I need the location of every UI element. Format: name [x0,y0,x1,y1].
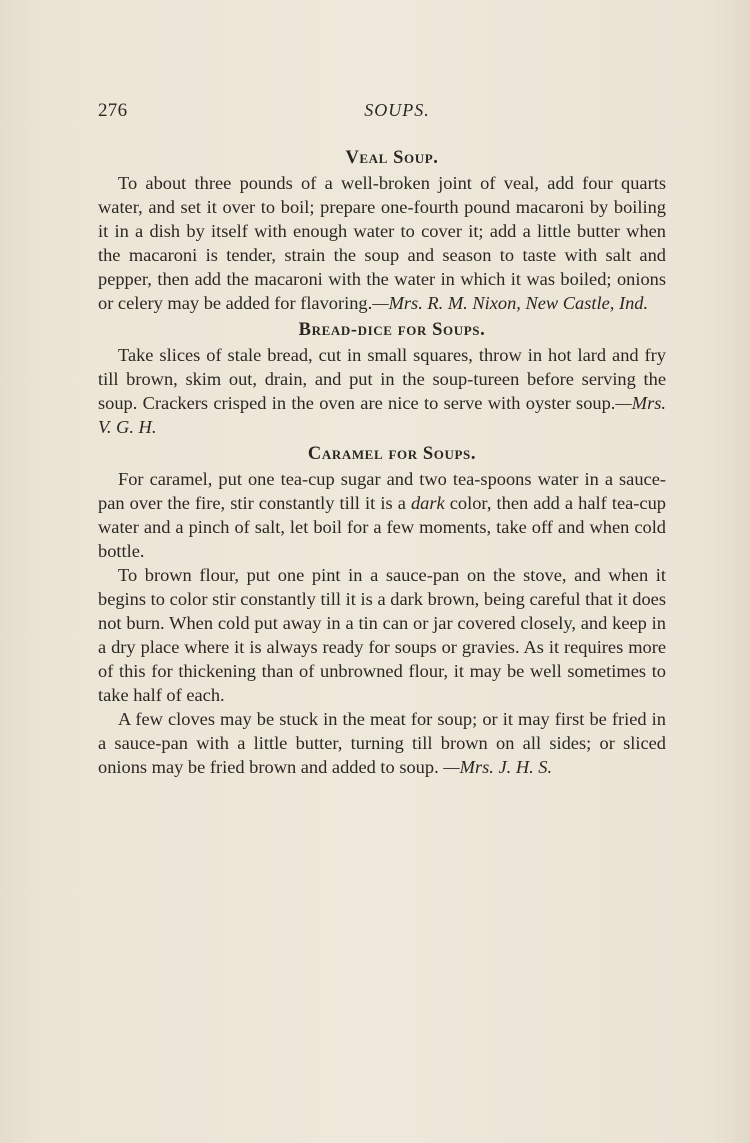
recipe-paragraph [98,171,666,315]
recipe-credit: —Mrs. R. M. Nixon, New Castle, Ind. [372,293,649,313]
recipe-credit: —Mrs. V. G. H. [98,393,666,437]
recipe-paragraph [98,467,666,563]
recipe-paragraph [98,707,666,779]
recipe-text: To brown flour, put one pint in a sauce-pan on the stove, and when it begins to color stir constantly till it is a dark brown, being careful that it does not burn. When cold put away in a tin can or jar covered closely, and keep in a dry place where it is always ready for soups or gravies. As it requires more of this for thickening than of unbrowned flour, it may be well sometimes to take half of each. [98,565,666,705]
page-body [98,145,666,779]
page-header [98,100,666,128]
recipe-text: color, then add a half tea-cup water and a pinch of salt, let boil for a few moments, take off and when cold bottle. [98,493,666,561]
recipe-text: A few cloves may be stuck in the meat for soup; or it may first be fried in a sauce-pan with a little butter, turning till brown on all sides; or sliced onions may be fried brown and added to soup. [98,709,666,777]
recipe-text: To about three pounds of a well-broken joint of veal, add four quarts water, and set it over to boil; prepare one-fourth pound macaroni by boiling it in a dish by itself with enough water to cover it; add a little butter when the macaroni is tender, strain the soup and season to taste with salt and pepper, then add the macaroni with the water in which it was boiled; onions or celery may be added for flavoring. [98,173,666,313]
section-heading-bread-dice: Bread-dice for Soups. [298,320,486,340]
recipe-credit: —Mrs. J. H. S. [443,757,553,777]
running-head: SOUPS. [364,100,430,120]
section-heading-veal-soup: Veal Soup. [345,148,439,168]
recipe-paragraph [98,343,666,439]
recipe-paragraph [98,563,666,707]
page-number: 276 [98,100,128,121]
recipe-text: Take slices of stale bread, cut in small squares, throw in hot lard and fry till brown, skim out, drain, and put in the soup-tureen before serving the soup. Crackers crisped in the oven are nice to serve with oyster soup. [98,345,666,413]
recipe-text: For caramel, put one tea-cup sugar and two tea-spoons water in a sauce-pan over the fire, stir constantly till it is a [98,469,666,513]
section-heading-caramel: Caramel for Soups. [307,444,477,464]
recipe-emphasis: dark [410,493,445,513]
